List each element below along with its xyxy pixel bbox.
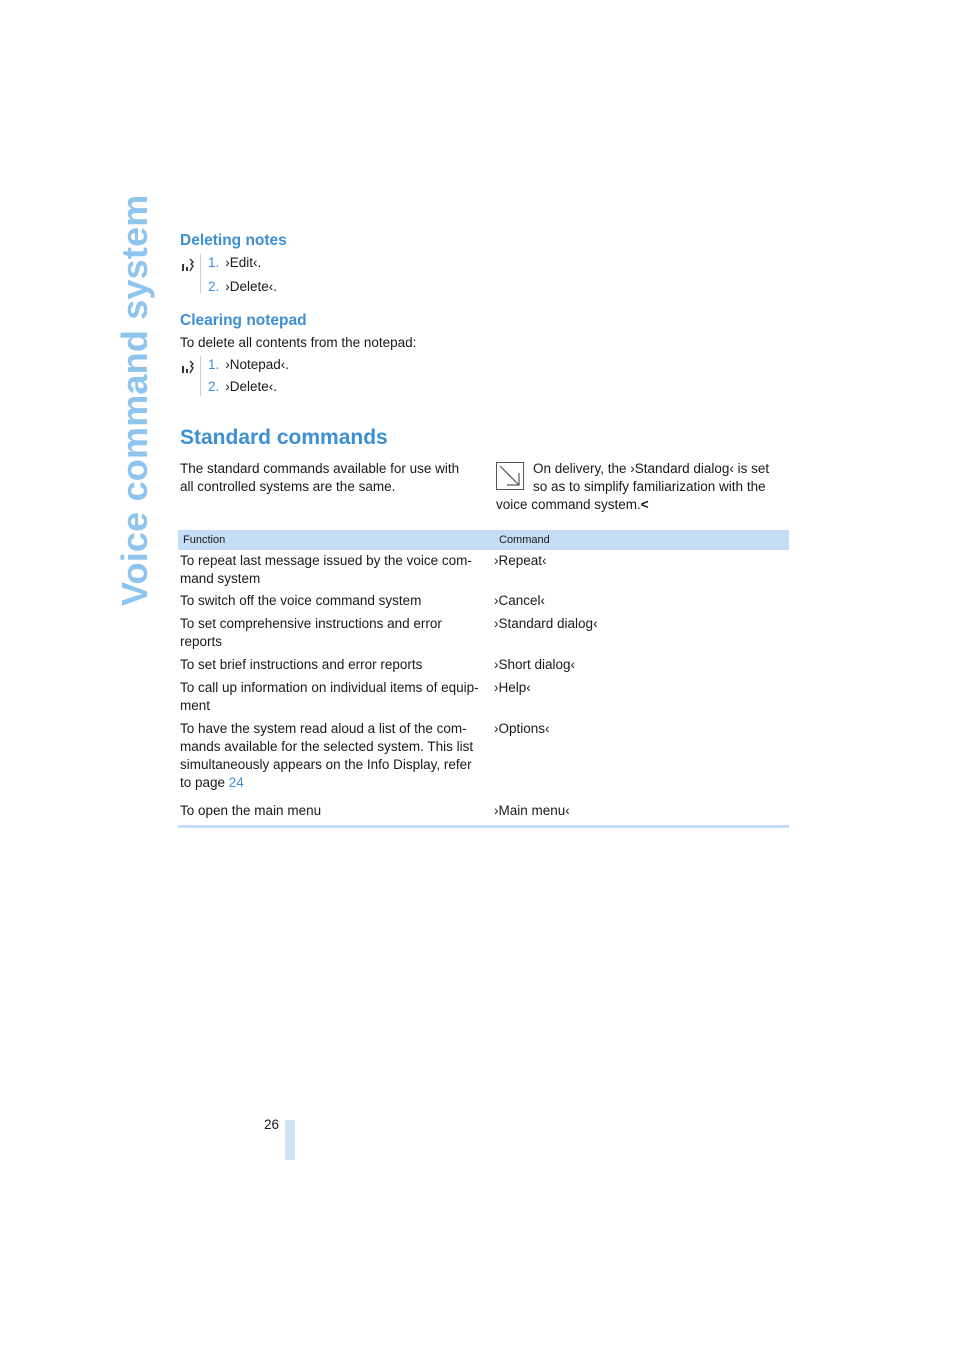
table-row: [178, 592, 789, 615]
step-rule: [200, 254, 201, 294]
commands-table: [178, 530, 789, 828]
function-cell: To set comprehensive instructions and error reports: [180, 616, 442, 649]
page-24-link[interactable]: 24: [228, 775, 244, 790]
function-cell: To open the main menu: [180, 803, 322, 818]
function-cell: To repeat last message issued by the voice com- mand system: [180, 553, 472, 586]
command-cell: ›Repeat‹: [494, 553, 547, 568]
step-rule: [200, 356, 201, 396]
page-marker-bar: [285, 1120, 295, 1160]
note-end-mark: <: [640, 497, 649, 512]
step-text: ›Edit‹.: [225, 255, 262, 270]
step-number: 1.: [208, 255, 220, 270]
note-line: On delivery, the ›Standard dialog‹ is set: [533, 461, 770, 476]
clearing-notepad-intro: To delete all contents from the notepad:: [180, 335, 417, 350]
step-item: [208, 278, 277, 296]
step-text: ›Notepad‹.: [225, 357, 290, 372]
function-cell: To set brief instructions and error reports: [180, 657, 423, 672]
note-arrow-icon: [496, 462, 524, 490]
table-row: [178, 656, 789, 679]
side-title: Voice command system: [114, 194, 155, 607]
voice-mic-icon: [181, 360, 195, 374]
table-row: [178, 550, 789, 592]
standard-commands-intro: [180, 460, 459, 496]
note-line: voice command system.: [496, 497, 641, 512]
command-cell: ›Main menu‹: [494, 803, 570, 818]
voice-mic-icon: [181, 258, 195, 272]
step-text: ›Delete‹.: [225, 279, 278, 294]
command-cell: ›Cancel‹: [494, 593, 546, 608]
header-function: Function: [183, 534, 226, 546]
step-text: ›Delete‹.: [225, 379, 278, 394]
command-cell: ›Help‹: [494, 680, 531, 695]
intro-line: all controlled systems are the same.: [180, 479, 396, 494]
table-row: [178, 679, 789, 720]
function-cell: To switch off the voice command system: [180, 593, 422, 608]
function-cell: To have the system read aloud a list of the com- mands available for the selected system. This list simultaneously appears on the Info Display, refer to page 24: [180, 721, 474, 790]
step-item: [208, 356, 289, 374]
step-number: 2.: [208, 279, 220, 294]
header-command: Command: [499, 534, 550, 546]
step-item: [208, 378, 277, 396]
table-row: [178, 615, 789, 656]
step-item: [208, 254, 261, 272]
table-row: [178, 720, 789, 797]
table-bottom-rule: [178, 825, 789, 828]
command-cell: ›Standard dialog‹: [494, 616, 598, 631]
note-text-top: [533, 460, 769, 496]
command-cell: ›Short dialog‹: [494, 657, 576, 672]
clearing-notepad-heading: Clearing notepad: [180, 312, 307, 329]
function-cell: To call up information on individual items of equip- ment: [180, 680, 479, 713]
page-number: 26: [264, 1117, 280, 1132]
step-number: 2.: [208, 379, 220, 394]
table-row: [178, 797, 789, 825]
note-line: so as to simplify familiarization with the: [533, 479, 766, 494]
intro-line: The standard commands available for use with: [180, 461, 460, 476]
standard-commands-heading: Standard commands: [180, 426, 388, 449]
deleting-notes-heading: Deleting notes: [180, 232, 287, 249]
command-cell: ›Options‹: [494, 721, 550, 736]
note-text-bottom: [496, 496, 649, 514]
table-header: [178, 530, 789, 550]
step-number: 1.: [208, 357, 220, 372]
